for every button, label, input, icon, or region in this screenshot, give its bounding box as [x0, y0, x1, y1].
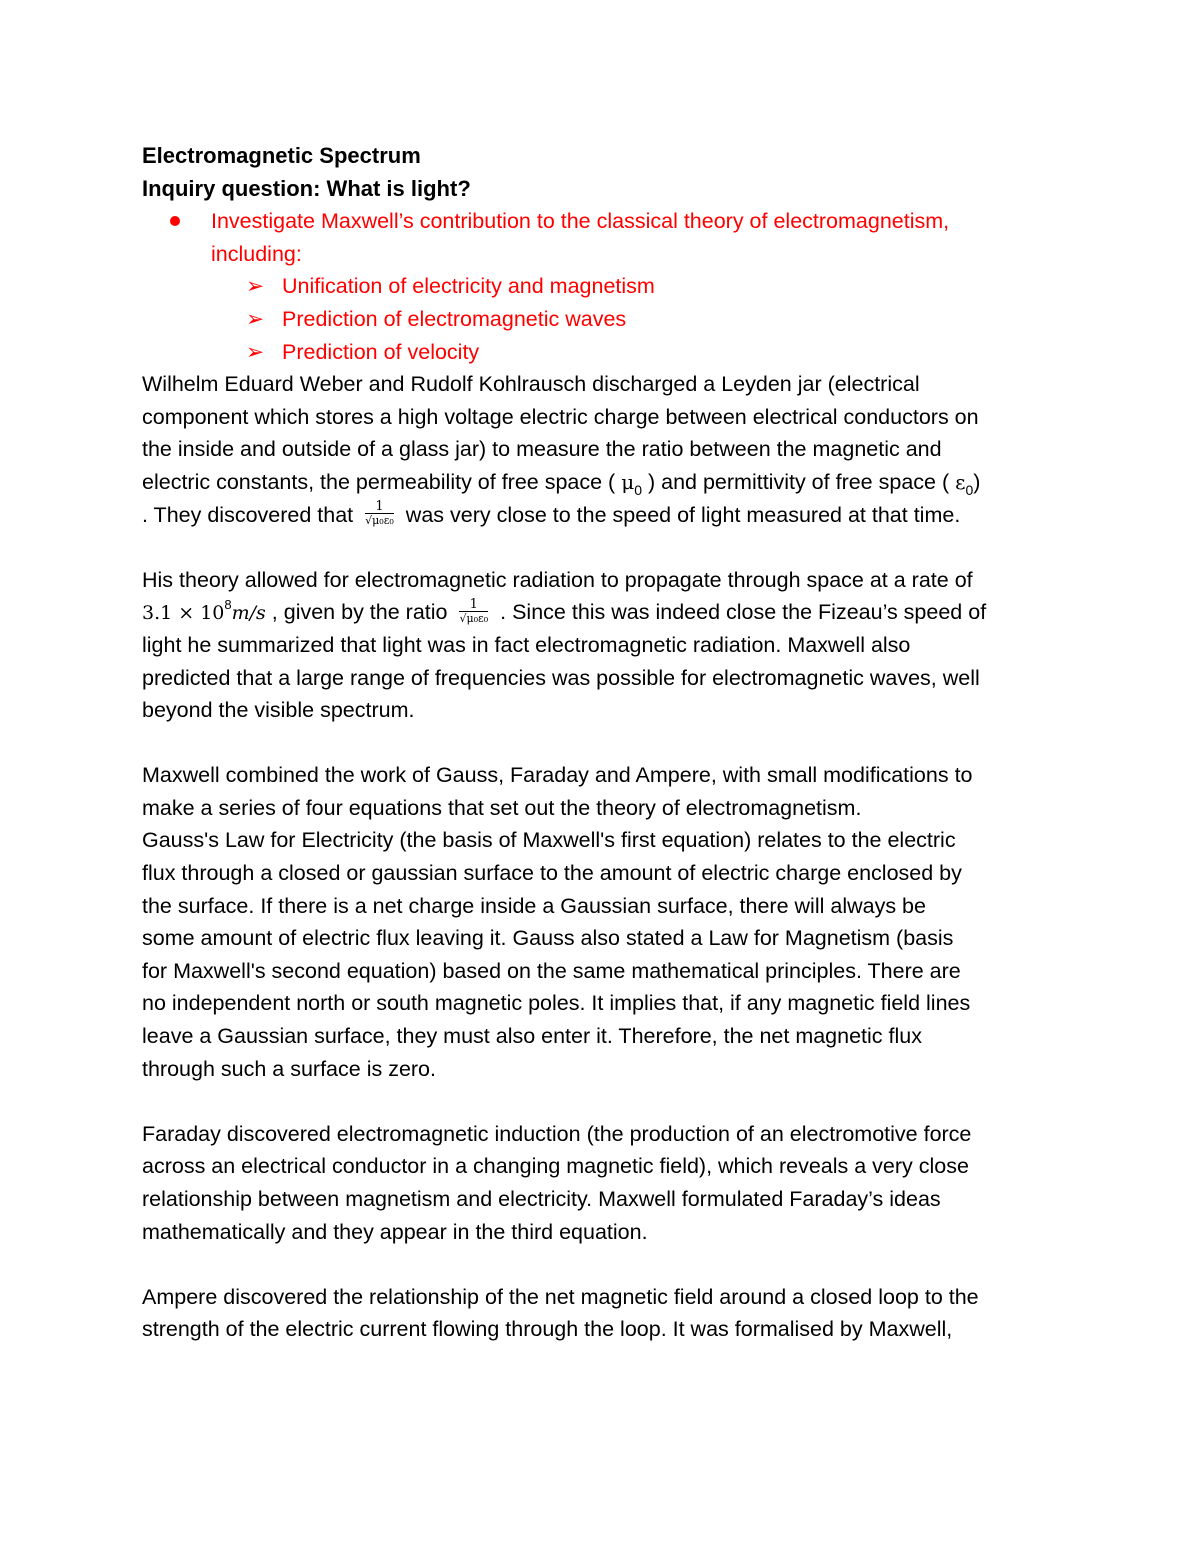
- paragraph-line: His theory allowed for electromagnetic radiation to propagate through space at a rate of: [142, 567, 973, 592]
- subitem-text: Prediction of velocity: [282, 339, 480, 364]
- fraction-numerator: 1: [459, 599, 488, 612]
- text-segment: . Since this was indeed close the Fizeau’s speed of: [500, 600, 987, 625]
- paragraph-line: Gauss's Law for Electricity (the basis of Maxwell's first equation) relates to the electric: [142, 828, 956, 853]
- mu-symbol: μ: [621, 469, 635, 494]
- rate-unit: m/s: [231, 602, 266, 625]
- paragraph-line: leave a Gaussian surface, they must also enter it. Therefore, the net magnetic flux: [142, 1024, 922, 1049]
- paragraph-spacer: [142, 1248, 1072, 1281]
- text-segment: ) and permittivity of free space (: [648, 469, 950, 494]
- text-segment: electric constants, the permeability of free space (: [142, 469, 616, 494]
- paragraph-line: Maxwell combined the work of Gauss, Faraday and Ampere, with small modifications to: [142, 763, 973, 788]
- objective-line-1: Investigate Maxwell’s contribution to the classical theory of electromagnetism,: [211, 209, 950, 234]
- red-circle-bullet-icon: [170, 216, 180, 226]
- paragraph-spacer: [142, 1085, 1072, 1118]
- paragraph-line: beyond the visible spectrum.: [142, 698, 415, 723]
- paragraph-line: for Maxwell's second equation) based on the same mathematical principles. There are: [142, 958, 961, 983]
- arrowhead-bullet-icon: ➢: [246, 306, 265, 331]
- paragraph-line: the inside and outside of a glass jar) to measure the ratio between the magnetic and: [142, 437, 942, 462]
- fraction-denominator: √μ₀ε₀: [459, 612, 489, 626]
- objective-subitem: [142, 303, 1072, 336]
- epsilon-subscript: 0: [965, 481, 974, 498]
- objective-line-2: including:: [211, 241, 302, 266]
- paragraph-line: predicted that a large range of frequencies was possible for electromagnetic waves, well: [142, 665, 980, 690]
- objective-subitem: [142, 270, 1072, 303]
- inverse-sqrt-fraction: [459, 599, 488, 624]
- paragraph-spacer: [142, 531, 1072, 564]
- arrowhead-bullet-icon: ➢: [246, 274, 265, 299]
- paragraph-line-fraction: [142, 499, 1072, 532]
- paragraph-line: light he summarized that light was in fact electromagnetic radiation. Maxwell also: [142, 632, 911, 657]
- inquiry-question: Inquiry question: What is light?: [142, 175, 471, 201]
- paragraph-line: Faraday discovered electromagnetic induction (the production of an electromotive force: [142, 1121, 972, 1146]
- paragraph-line: some amount of electric flux leaving it. Gauss also stated a Law for Magnetism (basis: [142, 926, 954, 951]
- document-title: Electromagnetic Spectrum: [142, 143, 421, 168]
- text-segment: , given by the ratio: [271, 600, 448, 625]
- paragraph-line: Ampere discovered the relationship of the net magnetic field around a closed loop to the: [142, 1284, 979, 1309]
- text-segment: ): [973, 469, 981, 494]
- fraction-numerator: 1: [365, 501, 394, 514]
- text-segment: was very close to the speed of light measured at that time.: [405, 502, 961, 527]
- paragraph-line: Wilhelm Eduard Weber and Rudolf Kohlrausch discharged a Leyden jar (electrical: [142, 372, 920, 397]
- paragraph-line: across an electrical conductor in a changing magnetic field), which reveals a very close: [142, 1154, 969, 1179]
- rate-base: 3.1 × 10: [142, 602, 225, 625]
- fraction-denominator: √μ₀ε₀: [365, 514, 394, 528]
- objective-bullet: [142, 205, 1072, 238]
- mu-subscript: 0: [634, 481, 643, 498]
- paragraph-line-rate: [142, 596, 1072, 629]
- objective-continuation: [142, 238, 1072, 271]
- paragraph-line: mathematically and they appear in the third equation.: [142, 1219, 648, 1244]
- paragraph-line-constants: [142, 466, 1072, 499]
- paragraph-spacer: [142, 727, 1072, 760]
- rate-exponent: 8: [224, 597, 232, 613]
- document-page: [142, 140, 1072, 1346]
- paragraph-line: the surface. If there is a net charge inside a Gaussian surface, there will always be: [142, 893, 926, 918]
- paragraph-line: relationship between magnetism and electricity. Maxwell formulated Faraday’s ideas: [142, 1187, 941, 1211]
- paragraph-line: flux through a closed or gaussian surface to the amount of electric charge enclosed by: [142, 861, 962, 886]
- subitem-text: Prediction of electromagnetic waves: [282, 306, 627, 331]
- subitem-text: Unification of electricity and magnetism: [282, 274, 655, 299]
- inverse-sqrt-fraction: [365, 501, 394, 526]
- paragraph-line: make a series of four equations that set out the theory of electromagnetism.: [142, 795, 862, 820]
- paragraph-line: component which stores a high voltage electric charge between electrical conductors on: [142, 404, 979, 429]
- paragraph-line: through such a surface is zero.: [142, 1056, 436, 1081]
- paragraph-line: no independent north or south magnetic poles. It implies that, if any magnetic field lines: [142, 991, 971, 1016]
- arrowhead-bullet-icon: ➢: [246, 339, 265, 364]
- text-segment: . They discovered that: [142, 502, 354, 527]
- epsilon-symbol: ε: [955, 469, 966, 494]
- objective-subitem: [142, 336, 1072, 369]
- paragraph-line: strength of the electric current flowing through the loop. It was formalised by Maxwell,: [142, 1317, 953, 1342]
